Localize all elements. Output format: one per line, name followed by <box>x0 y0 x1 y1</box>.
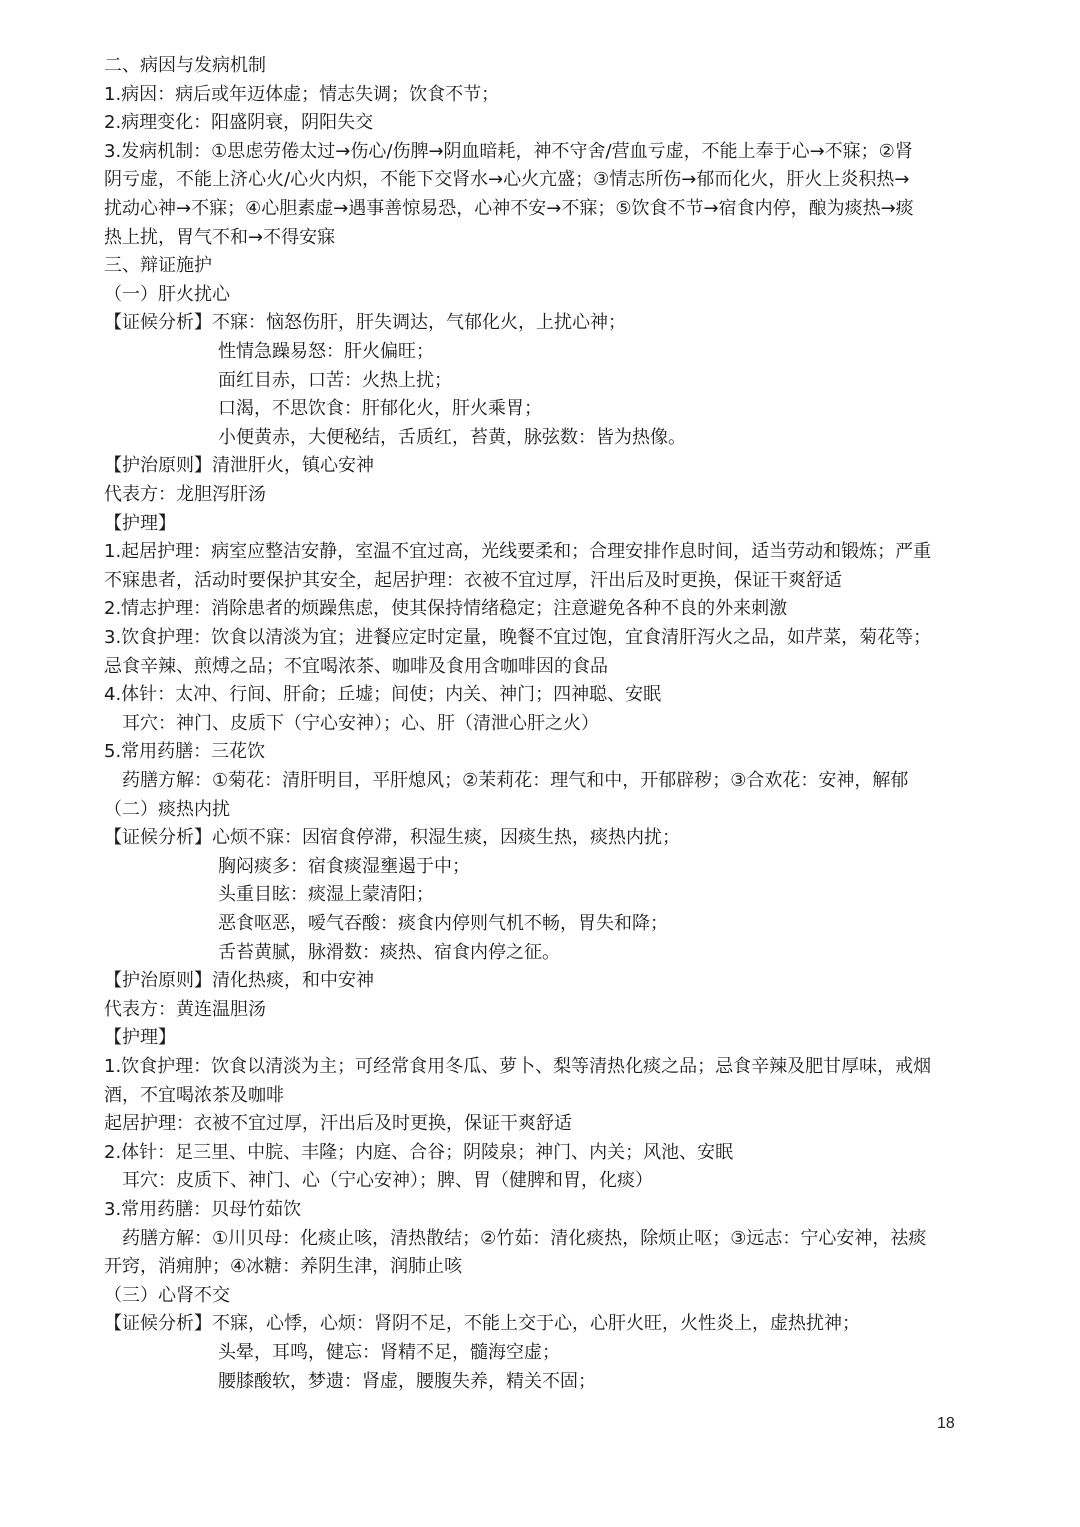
text-line: 3.饮食护理：饮食以清淡为宜；进餐应定时定量，晚餐不宜过饱，宜食清肝泻火之品，如芹菜，菊花等； <box>104 627 932 648</box>
text-line: 2.病理变化：阳盛阴衰，阴阳失交 <box>104 112 374 134</box>
text-line: 代表方：黄连温胆汤 <box>104 998 266 1020</box>
text-line: 5.常用药膳：三花饮 <box>104 741 266 763</box>
section-heading: 二、病因与发病机制 <box>104 55 266 76</box>
text-line: 开窍，消痈肿；④冰糖：养阴生津，润肺止咳 <box>104 1256 463 1278</box>
text-line: 【护治原则】清泄肝火，镇心安神 <box>104 455 374 477</box>
text-line: 1.起居护理：病室应整洁安静，室温不宜过高，光线要柔和；合理安排作息时间，适当劳动和锻炼；严重 <box>104 541 932 563</box>
text-line: 头重目眩：痰湿上蒙清阳； <box>218 884 434 906</box>
text-line: 小便黄赤，大便秘结，舌质红，苔黄，脉弦数：皆为热像。 <box>218 426 686 448</box>
subsection-heading: （三）心肾不交 <box>104 1284 230 1306</box>
page-number: 18 <box>937 1415 955 1432</box>
text-line: 2.情志护理：消除患者的烦躁焦虑，使其保持情绪稳定；注意避免各种不良的外来刺激 <box>104 598 788 620</box>
text-line: 耳穴：神门、皮质下（宁心安神）；心、肝（清泄心肝之火） <box>122 712 599 734</box>
text-line: 酒，不宜喝浓茶及咖啡 <box>104 1084 284 1106</box>
text-line: 性情急躁易怒：肝火偏旺； <box>218 341 434 362</box>
text-line: 【护理】 <box>104 512 176 534</box>
text-line: 4.体针：太冲、行间、肝俞；丘墟；间使；内关、神门；四神聪、安眠 <box>104 684 662 706</box>
text-line: 2.体针：足三里、中脘、丰隆；内庭、合谷；阴陵泉；神门、内关；风池、安眠 <box>104 1141 734 1163</box>
section-heading: 三、辩证施护 <box>104 255 212 277</box>
text-line: 耳穴：皮质下、神门、心（宁心安神）；脾、胃（健脾和胃，化痰） <box>122 1170 653 1192</box>
text-line: 头晕，耳鸣，健忘：肾精不足，髓海空虚； <box>218 1342 560 1363</box>
text-line: 忌食辛辣、煎煿之品；不宜喝浓茶、咖啡及食用含咖啡因的食品 <box>104 655 608 677</box>
text-line: 不寐患者，活动时要保护其安全，起居护理：衣被不宜过厚，汗出后及时更换，保证干爽舒适 <box>104 569 842 591</box>
text-line: 口渴，不思饮食：肝郁化火，肝火乘胃； <box>218 398 542 420</box>
text-line: 3.常用药膳：贝母竹茹饮 <box>104 1199 302 1220</box>
text-line: 【证候分析】心烦不寐：因宿食停滞，积湿生痰，因痰生热，痰热内扰； <box>104 827 680 849</box>
text-line: 面红目赤，口苦：火热上扰； <box>218 369 452 391</box>
text-line: 【证候分析】不寐：恼怒伤肝，肝失调达，气郁化火，上扰心神； <box>104 312 626 334</box>
text-line: 代表方：龙胆泻肝汤 <box>104 484 266 505</box>
subsection-heading: （一）肝火扰心 <box>104 283 230 305</box>
text-line: 【护理】 <box>104 1027 176 1049</box>
text-line: 【证候分析】不寐，心悸，心烦：肾阴不足，不能上交于心，心肝火旺，火性炎上，虚热扰神； <box>104 1313 860 1335</box>
subsection-heading: （二）痰热内扰 <box>104 798 230 820</box>
text-line: 恶食呕恶，嗳气吞酸：痰食内停则气机不畅，胃失和降； <box>218 913 668 934</box>
text-line: 药膳方解：①菊花：清肝明目，平肝熄风；②茉莉花：理气和中，开郁辟秽；③合欢花：安神，解郁 <box>122 770 909 791</box>
text-line: 1.饮食护理：饮食以清淡为主；可经常食用冬瓜、萝卜、梨等清热化痰之品；忌食辛辣及肥甘厚味，戒烟 <box>104 1056 932 1077</box>
text-line: 3.发病机制：①思虑劳倦太过→伤心/伤脾→阴血暗耗，神不守舍/营血亏虚，不能上奉于心→不寐；②肾 <box>104 140 913 162</box>
text-line: 起居护理：衣被不宜过厚，汗出后及时更换，保证干爽舒适 <box>104 1113 572 1135</box>
text-line: 腰膝酸软，梦遗：肾虚，腰腹失养，精关不固； <box>218 1370 596 1392</box>
text-line: 扰动心神→不寐；④心胆素虚→遇事善惊易恐，心神不安→不寐；⑤饮食不节→宿食内停，酿为痰热→痰 <box>104 198 914 219</box>
text-line: 热上扰，胃气不和→不得安寐 <box>104 226 336 248</box>
text-line: 胸闷痰多：宿食痰湿壅遏于中； <box>218 855 470 877</box>
text-line: 阴亏虚，不能上济心火/心火内炽，不能下交肾水→心火亢盛；③情志所伤→郁而化火，肝火上炎积热→ <box>104 169 910 191</box>
text-line: 舌苔黄腻，脉滑数：痰热、宿食内停之征。 <box>218 941 560 963</box>
text-line: 【护治原则】清化热痰，和中安神 <box>104 970 374 992</box>
text-line: 药膳方解：①川贝母：化痰止咳，清热散结；②竹茹：清化痰热，除烦止呕；③远志：宁心安神，祛痰 <box>122 1227 927 1249</box>
text-line: 1.病因：病后或年迈体虚；情志失调；饮食不节； <box>104 83 500 105</box>
